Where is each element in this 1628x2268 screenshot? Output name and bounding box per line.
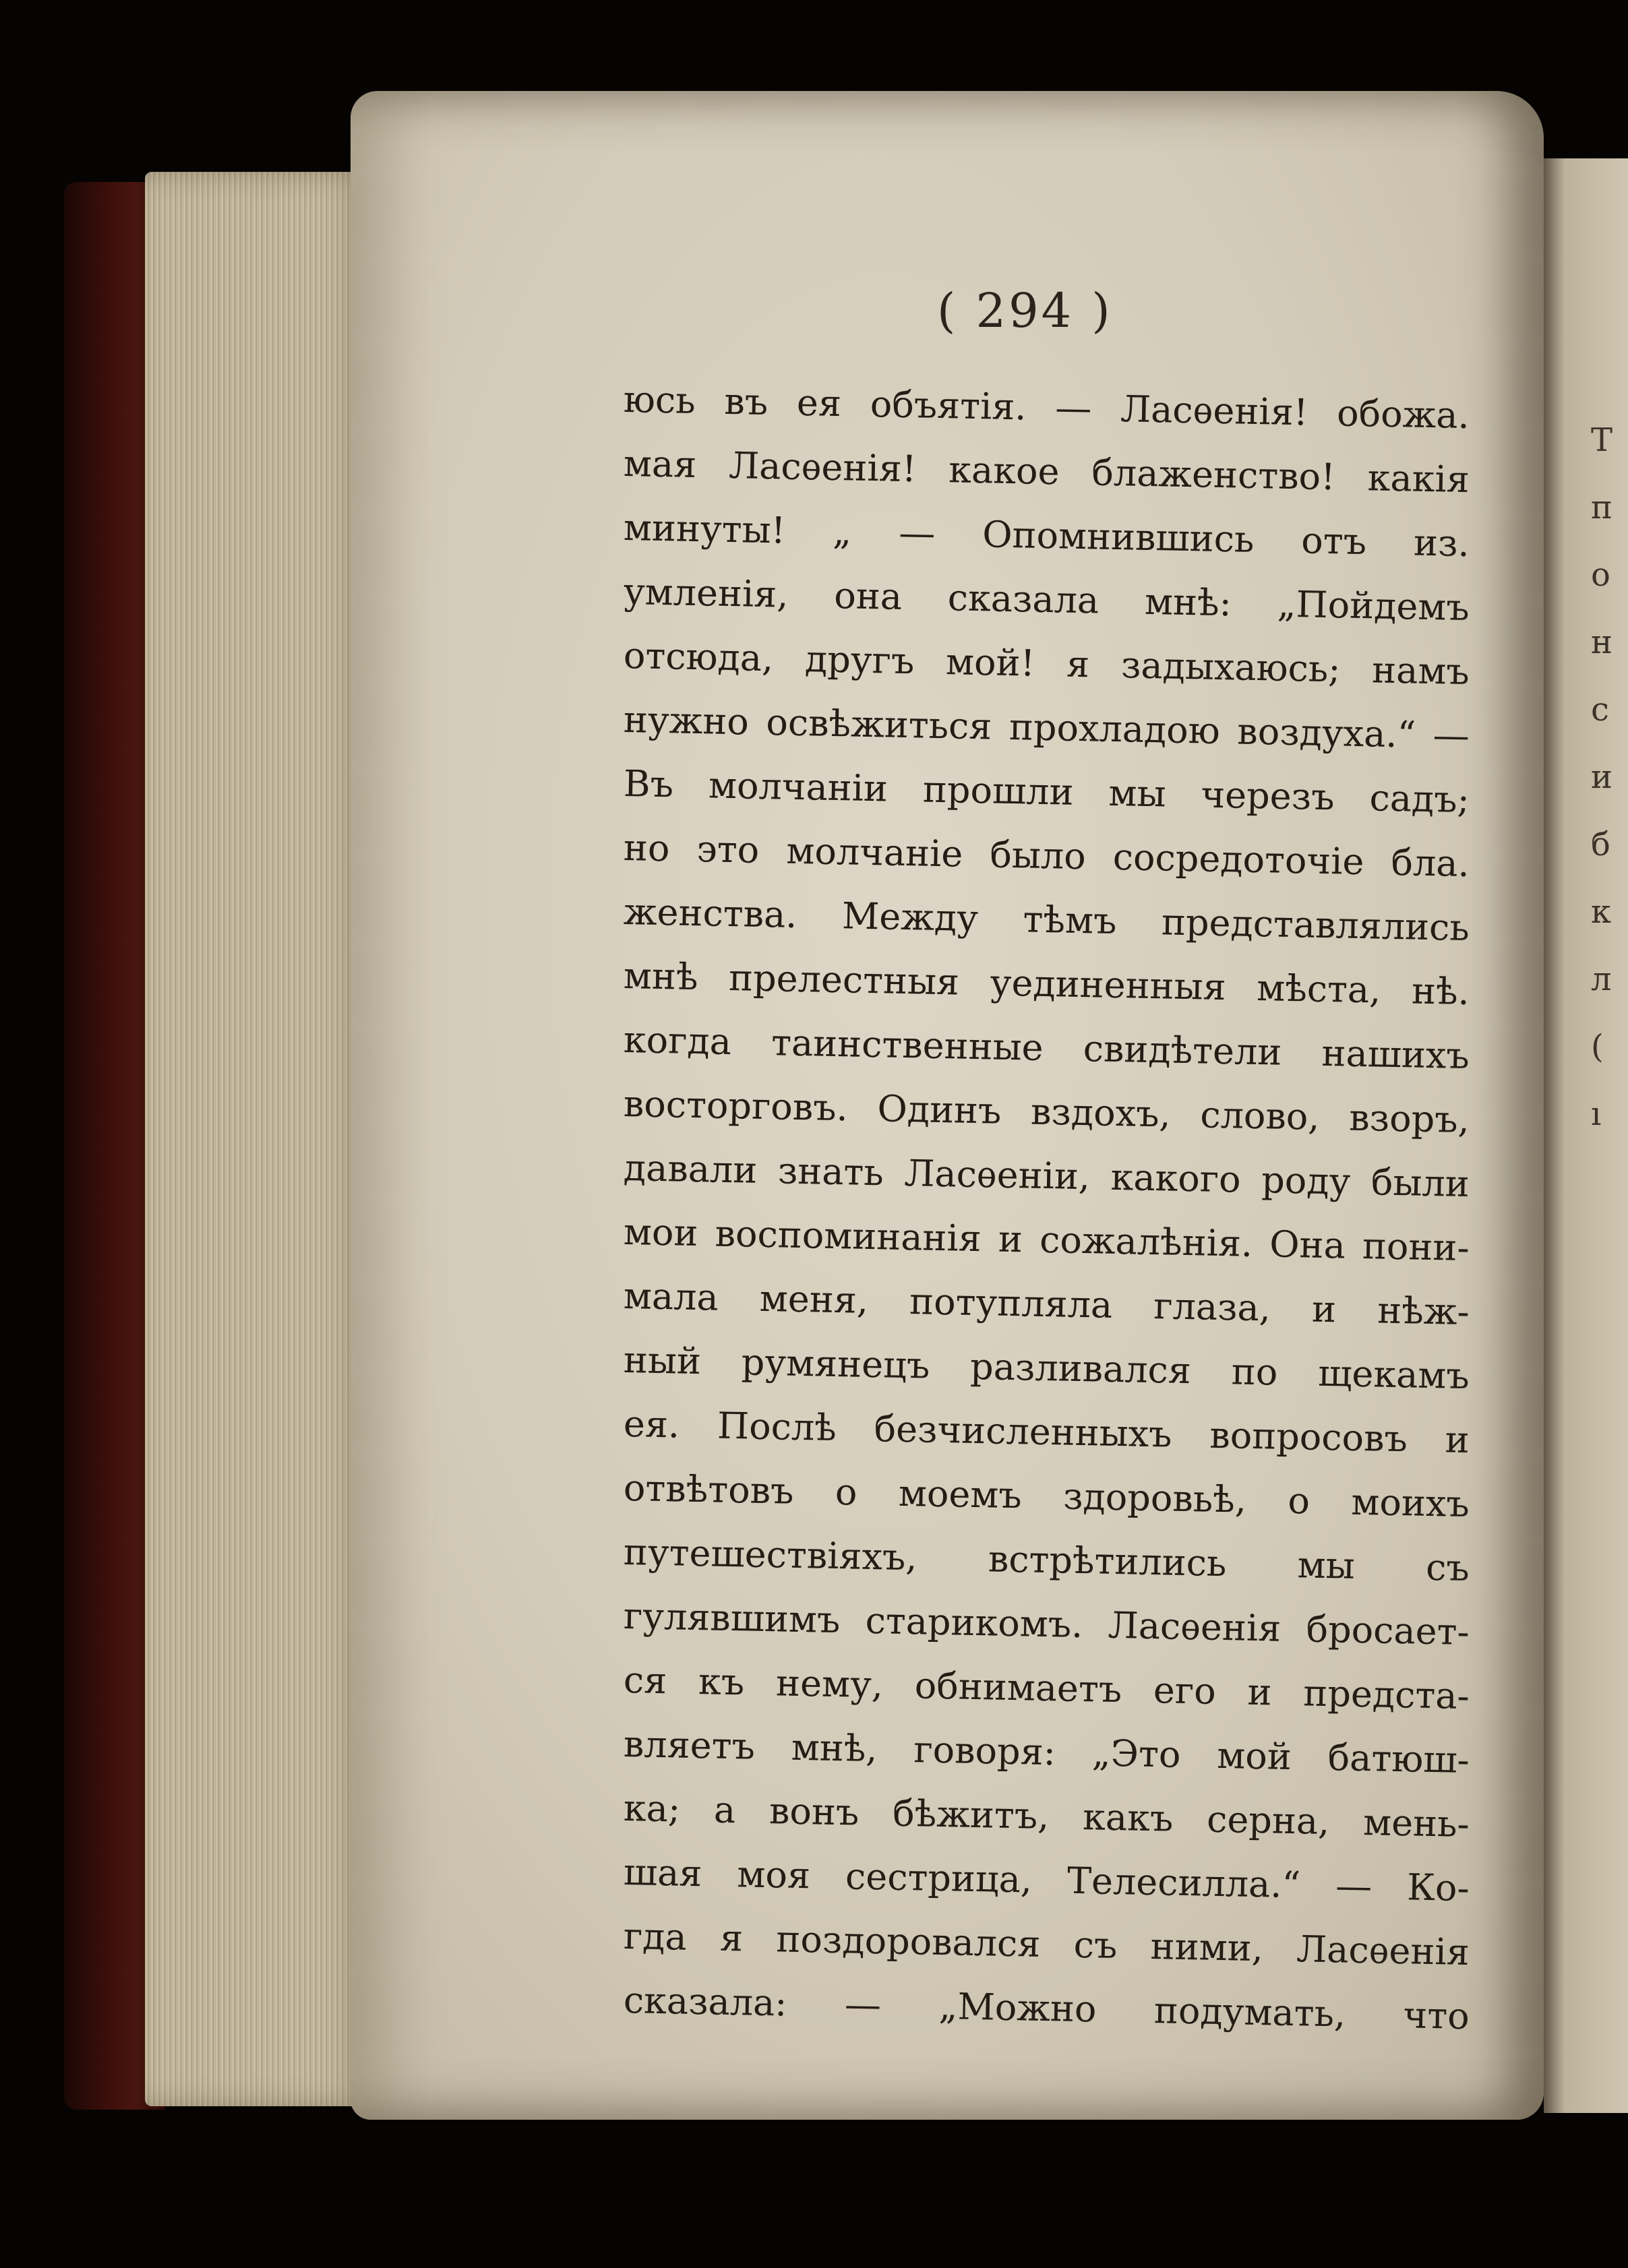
next-page-sliver bbox=[1544, 158, 1628, 2113]
text-line: гда я поздоровался съ ними, Ласѳенія bbox=[623, 1915, 1470, 1974]
text-line: отсюда, другъ мой! я задыхаюсь; намъ bbox=[623, 634, 1470, 694]
page-text bbox=[623, 367, 1470, 2038]
text-line: путешествіяхъ, встрѣтились мы съ bbox=[623, 1531, 1470, 1590]
text-line: но это молчаніе было сосредоточіе бла. bbox=[623, 826, 1470, 886]
text-line: гулявшимъ старикомъ. Ласѳенія бросает- bbox=[623, 1595, 1470, 1654]
text-line: восторговъ. Одинъ вздохъ, слово, взоръ, bbox=[623, 1082, 1470, 1142]
text-line: мои воспоминанія и сожалѣнія. Она пони- bbox=[623, 1210, 1470, 1270]
next-page-letter: п bbox=[1591, 489, 1612, 526]
text-line: ка; а вонъ бѣжитъ, какъ серна, мень- bbox=[623, 1787, 1470, 1846]
page-edges bbox=[145, 172, 367, 2106]
text-line: минуты! „ — Опомнившись отъ из. bbox=[623, 506, 1470, 565]
next-page-letter: о bbox=[1591, 556, 1610, 594]
next-page-letter: к bbox=[1591, 893, 1611, 931]
next-page-letter: н bbox=[1591, 623, 1612, 661]
text-line: давали знать Ласѳеніи, какого роду были bbox=[623, 1146, 1470, 1206]
next-page-letter: ( bbox=[1591, 1028, 1604, 1066]
text-line: юсь въ ея объятія. — Ласѳенія! обожа. bbox=[623, 378, 1470, 437]
next-page-letter: б bbox=[1591, 826, 1610, 863]
next-page-letter: л bbox=[1591, 960, 1612, 998]
text-line: нужно освѣжиться прохладою воздуха.“ — bbox=[623, 698, 1470, 758]
text-line: ный румянецъ разливался по щекамъ bbox=[623, 1339, 1470, 1398]
text-line: шая моя сестрица, Телесилла.“ — Ко- bbox=[623, 1851, 1470, 1910]
next-page-letter: с bbox=[1591, 691, 1609, 729]
text-line: мала меня, потупляла глаза, и нѣж- bbox=[623, 1275, 1470, 1334]
text-line: мая Ласѳенія! какое блаженство! какія bbox=[623, 442, 1470, 501]
next-page-letter: и bbox=[1591, 758, 1612, 796]
next-page-letter: Т bbox=[1591, 421, 1613, 459]
text-line: женства. Между тѣмъ представлялись bbox=[623, 890, 1470, 950]
text-line: умленія, она сказала мнѣ: „Пойдемъ bbox=[623, 570, 1470, 630]
next-page-letter: ı bbox=[1591, 1095, 1602, 1133]
text-line: вляетъ мнѣ, говоря: „Это мой батюш- bbox=[623, 1723, 1470, 1782]
text-line: сказала: — „Можно подумать, что bbox=[623, 1979, 1470, 2038]
text-line: Въ молчаніи прошли мы черезъ садъ; bbox=[623, 762, 1470, 822]
page-number: ( 294 ) bbox=[937, 283, 1113, 338]
text-line: когда таинственные свидѣтели нашихъ bbox=[623, 1018, 1470, 1078]
text-line: ея. Послѣ безчисленныхъ вопросовъ и bbox=[623, 1403, 1470, 1462]
text-line: отвѣтовъ о моемъ здоровьѣ, о моихъ bbox=[623, 1467, 1470, 1526]
text-line: ся къ нему, обнимаетъ его и предста- bbox=[623, 1659, 1470, 1718]
text-line: мнѣ прелестныя уединенныя мѣста, нѣ. bbox=[623, 954, 1470, 1014]
